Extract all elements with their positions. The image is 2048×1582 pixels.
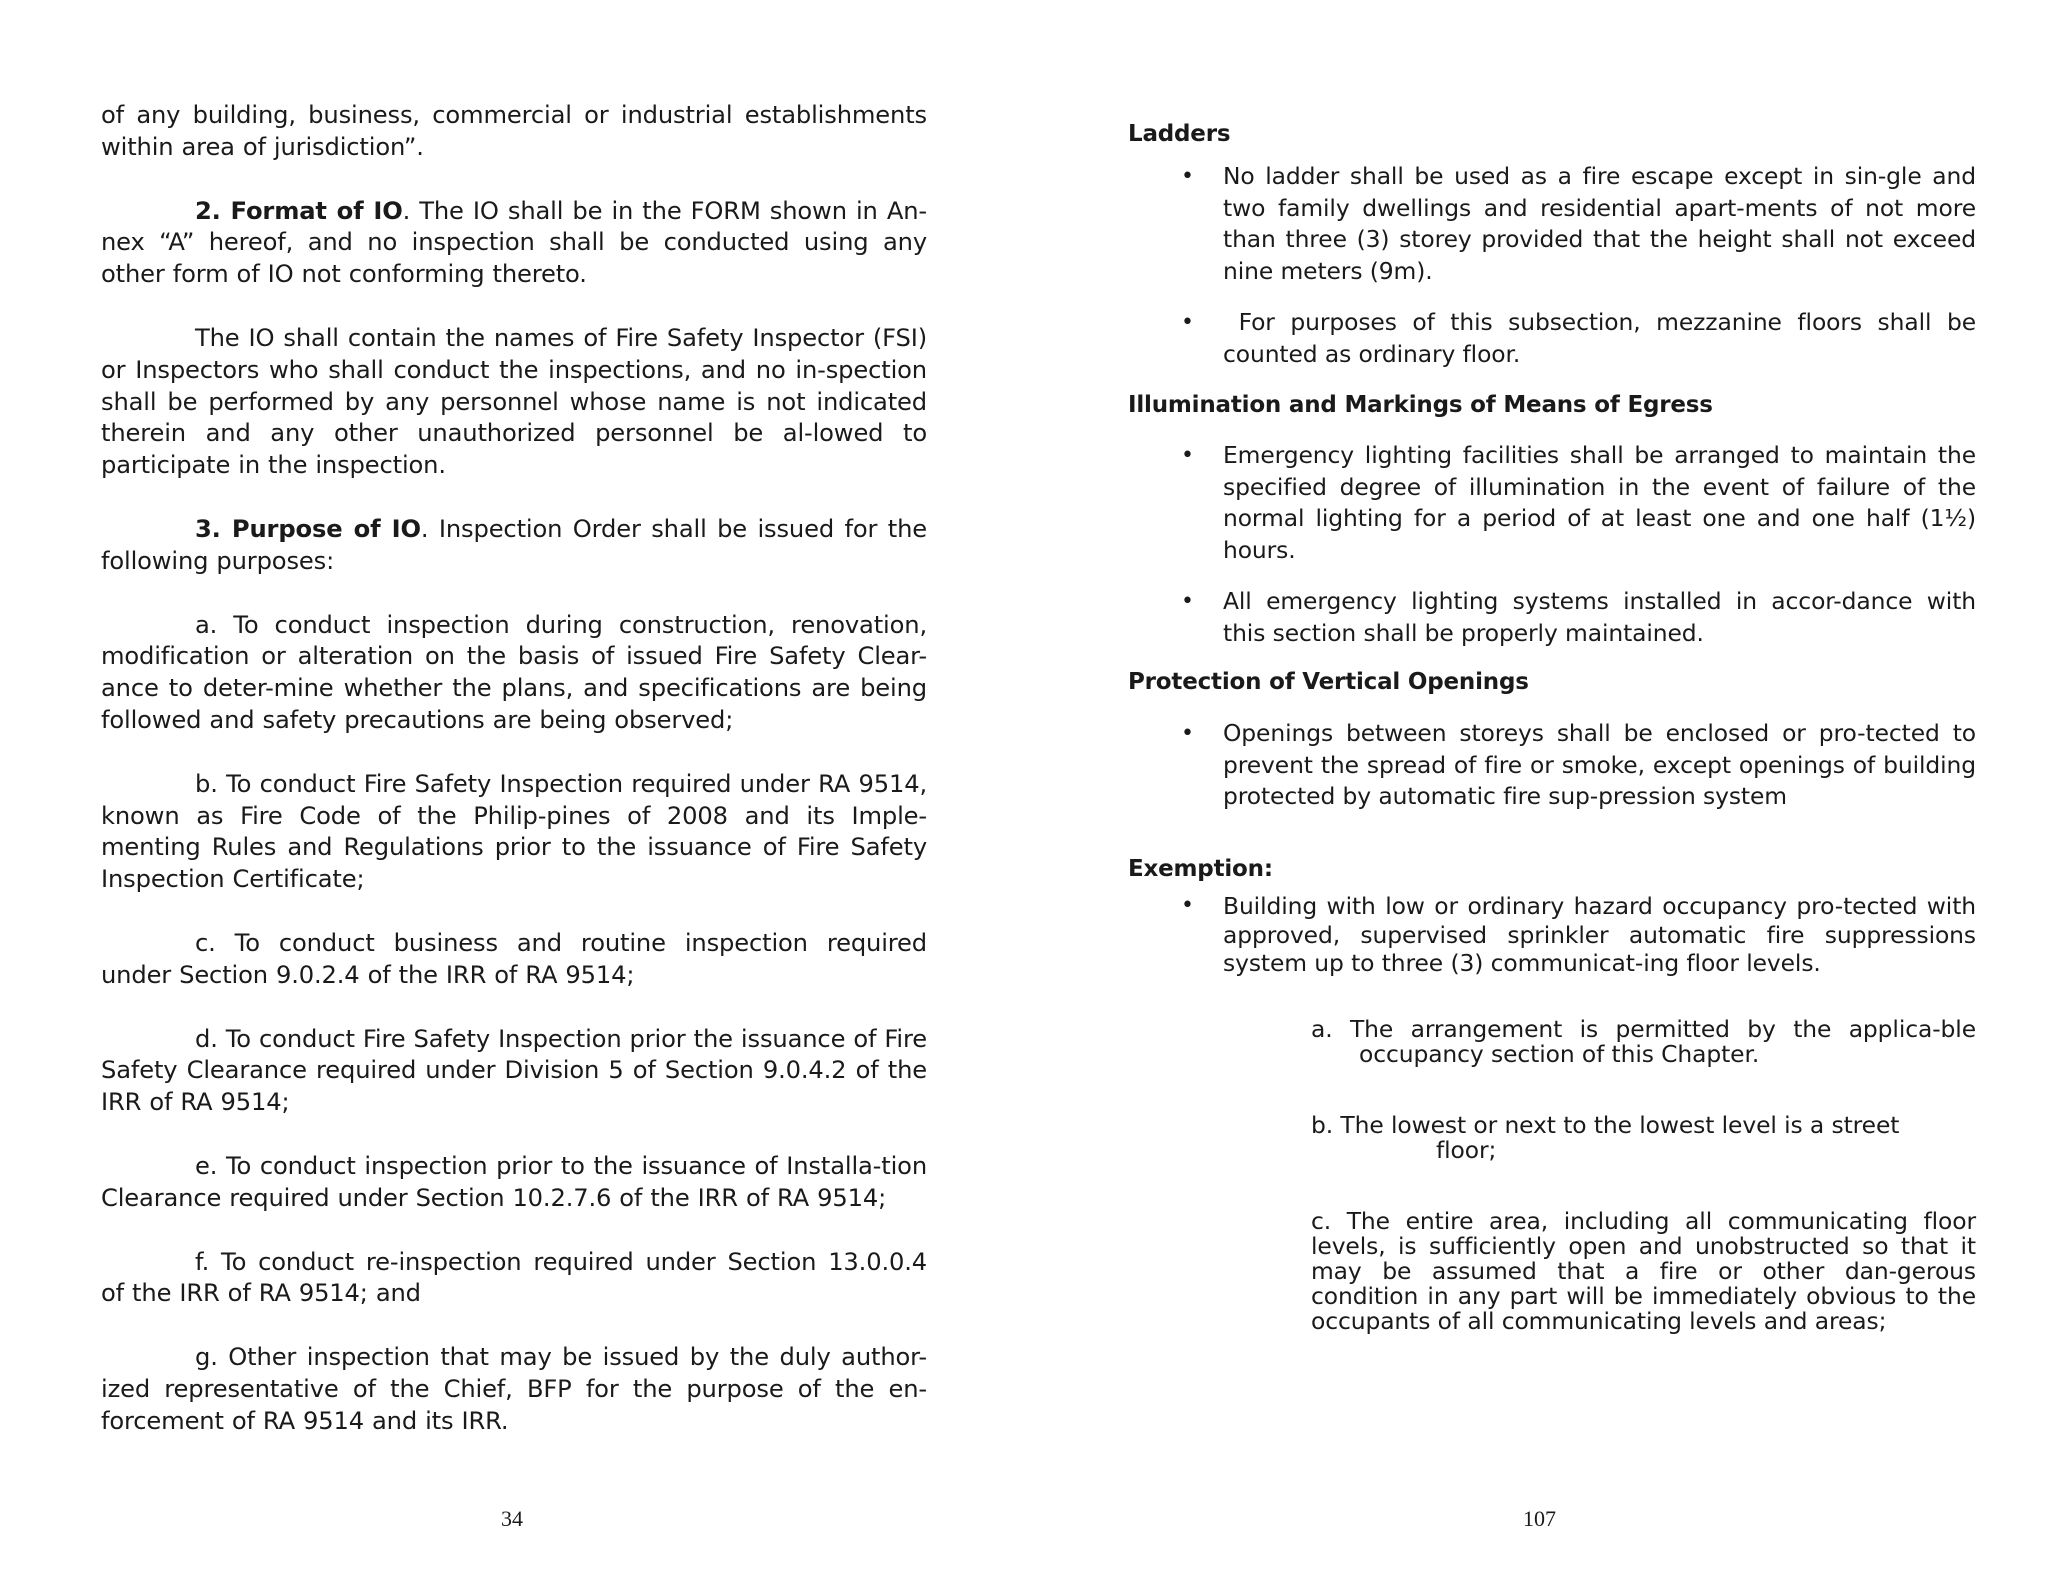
page-number: 107	[1523, 1506, 1556, 1531]
illumination-bullet-2	[1181, 586, 1976, 649]
ladders-bullet-2	[1181, 307, 1984, 370]
purpose-item-f: f. To conduct re-inspection required under Section 13.0.0.4 of the IRR of RA 9514; and	[101, 1247, 927, 1308]
bullet-icon: •	[1181, 893, 1194, 918]
purpose-item-a: a. To conduct inspection during construction, renovation, modification or alteration on the basis of issued Fire Safety Clear-ance to deter-mine whether the plans, and specifications are being followed and safety precautions are being observed;	[101, 610, 927, 734]
purpose-item-c: c. To conduct business and routine inspection required under Section 9.0.2.4 of the IRR of RA 9514;	[101, 928, 927, 989]
exemption-item-b-text: b. The lowest or next to the lowest level is a street	[1311, 1111, 1900, 1139]
exemption-item-a: a. The arrangement is permitted by the applica-ble occupancy section of this Chapter.	[1311, 1015, 1976, 1068]
bullet-text: No ladder shall be used as a fire escape except in sin-gle and two family dwellings and residential apart-ments of not more than three (3) storey provided that the height shall not exceed nine meters (9m).	[1223, 162, 1976, 285]
purpose-item-d: d. To conduct Fire Safety Inspection prior the issuance of Fire Safety Clearance required under Division 5 of Section 9.0.4.2 of the IRR of RA 9514;	[101, 1024, 927, 1117]
purpose-item-e: e. To conduct inspection prior to the issuance of Installa-tion Clearance required under Section 10.2.7.6 of the IRR of RA 9514;	[101, 1151, 927, 1212]
left-page-body	[101, 100, 927, 1438]
exemption-heading: Exemption:	[1128, 856, 1273, 882]
bullet-text: All emergency lighting systems installed in accor-dance with this section shall be properly maintained.	[1223, 587, 1976, 647]
vertical-openings-bullet-1	[1181, 718, 1976, 813]
bullet-icon: •	[1181, 589, 1194, 614]
illumination-heading: Illumination and Markings of Means of Egress	[1128, 392, 1713, 418]
bullet-text: For purposes of this subsection, mezzanine floors shall be counted as ordinary floor.	[1223, 308, 1984, 368]
page-number: 34	[501, 1506, 523, 1531]
illumination-bullet-1	[1181, 440, 1976, 566]
bullet-text: Emergency lighting facilities shall be arranged to maintain the specified degree of illumination in the event of failure of the normal lighting for a period of at least one and one half (1½) hours.	[1223, 441, 1976, 564]
exemption-item-c: c. The entire area, including all communicating floor levels, is sufficiently open and unobstructed so that it may be assumed that a fire or other dan-gerous condition in any part will be immediately obvious to the occupants of all communicating levels and areas;	[1311, 1207, 1976, 1335]
ladders-bullet-1	[1181, 161, 1976, 287]
exemption-item-b	[1311, 1113, 1976, 1163]
bullet-icon: •	[1181, 164, 1194, 189]
paragraph-inspector-names: The IO shall contain the names of Fire Safety Inspector (FSI) or Inspectors who shall conduct the inspections, and no in-spection shall be performed by any personnel whose name is not indicated therein and any other unauthorized personnel be al-lowed to participate in the inspection.	[101, 323, 927, 480]
vertical-openings-heading: Protection of Vertical Openings	[1128, 669, 1529, 695]
format-of-io-heading: 2. Format of IO	[195, 196, 403, 225]
bullet-icon: •	[1181, 310, 1194, 335]
format-of-io-text: . The IO shall be in the FORM shown in An-nex “A” hereof, and no inspection shall be conducted using any other form of IO not conforming thereto.	[101, 196, 927, 289]
paragraph-continuation: of any building, business, commercial or industrial establishments within area of jurisdiction”.	[101, 101, 927, 161]
purpose-item-b: b. To conduct Fire Safety Inspection required under RA 9514, known as Fire Code of the Philip-pines of 2008 and its Imple-menting Rules and Regulations prior to the issuance of Fire Safety Inspection Certificate;	[101, 769, 927, 894]
paragraph-format-of-io	[101, 196, 927, 291]
bullet-icon: •	[1181, 721, 1194, 746]
purpose-of-io-heading: 3. Purpose of IO	[195, 514, 421, 543]
purpose-item-g: g. Other inspection that may be issued by the duly author-ized representative of the Chief, BFP for the purpose of the en-forcement of RA 9514 and its IRR.	[101, 1343, 927, 1435]
bullet-icon: •	[1181, 443, 1194, 468]
right-page	[1024, 0, 2048, 1582]
ladders-heading: Ladders	[1128, 121, 1231, 147]
purpose-of-io-text: . Inspection Order shall be issued for the following purposes:	[101, 514, 927, 575]
exemption-item-b-continuation: floor;	[1436, 1136, 1497, 1164]
exemption-bullet	[1181, 892, 1976, 978]
bullet-text: Openings between storeys shall be enclosed or pro-tected to prevent the spread of fire or smoke, except openings of building protected by automatic fire sup-pression system	[1223, 719, 1976, 811]
paragraph-purpose-of-io	[101, 514, 927, 578]
bullet-text: Building with low or ordinary hazard occupancy pro-tected with approved, supervised sprinkler automatic fire suppressions system up to three (3) communicat-ing floor levels.	[1223, 892, 1976, 978]
